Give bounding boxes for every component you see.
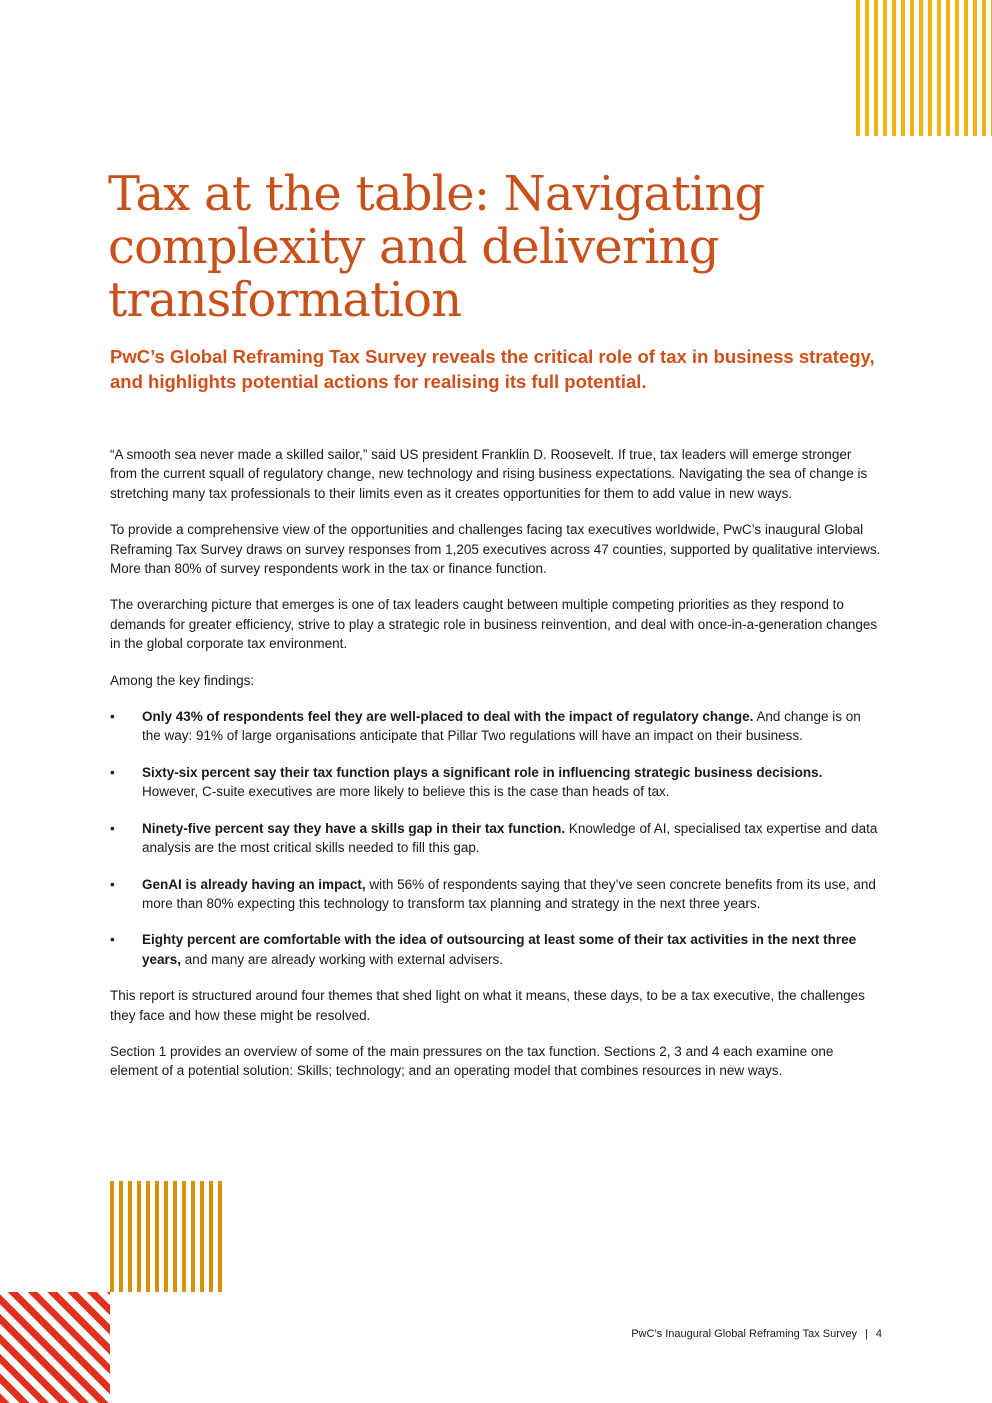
- bullet-icon: •: [110, 876, 115, 892]
- bullet-icon: •: [110, 820, 115, 836]
- bullet-icon: •: [110, 932, 115, 948]
- finding-text: However, C-suite executives are more likely to believe this is the case than heads of tax.: [142, 784, 670, 800]
- finding-text: and many are already working with external advisers.: [181, 951, 503, 967]
- finding-item: [110, 875, 882, 914]
- structure-paragraph: This report is structured around four themes that shed light on what it means, these days, to be a tax executive, the challenges they face and how these might be resolved.: [110, 988, 865, 1023]
- bullet-icon: •: [110, 709, 115, 725]
- intro-paragraph: “A smooth sea never made a skilled sailor,” said US president Franklin D. Roosevelt. If true, tax leaders will emerge stronger from the current squall of regulatory change, new technology and rising business expectations. Navigating the sea of change is stretching many tax professionals to their limits even as it creates opportunities for them to add value in new ways.: [110, 447, 868, 501]
- finding-text: Knowledge of AI, specialised tax expertise and data analysis are the most critical skills needed to fill this gap.: [142, 820, 878, 856]
- finding-item: [110, 930, 882, 969]
- finding-text: with 56% of respondents saying that they’ve seen concrete benefits from its use, and more than 80% expecting this technology to transform tax planning and strategy in the next three years.: [142, 876, 876, 911]
- finding-highlight: Sixty-six percent say their tax function plays a significant role in influencing strategic business decisions.: [142, 764, 823, 780]
- footer-separator: |: [865, 1328, 868, 1340]
- page-footer: [631, 1328, 882, 1340]
- findings-list: [110, 707, 882, 969]
- decorative-stripes-bottom: [110, 1181, 223, 1292]
- article-body: [110, 445, 882, 1098]
- finding-highlight: GenAI is already having an impact,: [142, 876, 366, 892]
- decorative-stripes-top: [856, 0, 992, 136]
- sections-paragraph: Section 1 provides an overview of some of the main pressures on the tax function. Sections 2, 3 and 4 each examine one element of a potential solution: Skills; technology; and an operating model that combines resources in new ways.: [110, 1043, 834, 1079]
- finding-highlight: Eighty percent are comfortable with the idea of outsourcing at least some of their tax activities in the next three years,: [142, 932, 857, 967]
- finding-highlight: Only 43% of respondents feel they are well-placed to deal with the impact of regulatory change.: [142, 709, 754, 725]
- page-title: Tax at the table: Navigating complexity and delivering transformation: [108, 166, 765, 328]
- footer-publication: PwC’s Inaugural Global Reframing Tax Survey: [631, 1328, 858, 1340]
- findings-intro: Among the key findings:: [110, 672, 255, 688]
- finding-item: [110, 707, 882, 746]
- survey-paragraph: To provide a comprehensive view of the opportunities and challenges facing tax executives worldwide, PwC’s inaugural Global Reframing Tax Survey draws on survey responses from 1,205 executives across 47 counties, supported by qualitative interviews. More than 80% of survey respondents work in the tax or finance function.: [110, 522, 881, 577]
- finding-text: And change is on the way: 91% of large organisations anticipate that Pillar Two regulations will have an impact on their business.: [142, 709, 861, 744]
- page-number: 4: [875, 1328, 882, 1340]
- overview-paragraph: The overarching picture that emerges is one of tax leaders caught between multiple competing priorities as they respond to demands for greater efficiency, strive to play a strategic role in business reinvention, and deal with once-in-a-generation changes in the global corporate tax environment.: [110, 597, 878, 652]
- bullet-icon: •: [110, 764, 115, 780]
- finding-item: [110, 819, 882, 858]
- finding-highlight: Ninety-five percent say they have a skills gap in their tax function.: [142, 820, 566, 836]
- finding-item: [110, 763, 882, 802]
- page-subtitle: PwC’s Global Reframing Tax Survey reveals the critical role of tax in business strategy, and highlights potential actions for realising its full potential.: [110, 346, 875, 392]
- decorative-diagonal-stripes: [0, 1292, 110, 1403]
